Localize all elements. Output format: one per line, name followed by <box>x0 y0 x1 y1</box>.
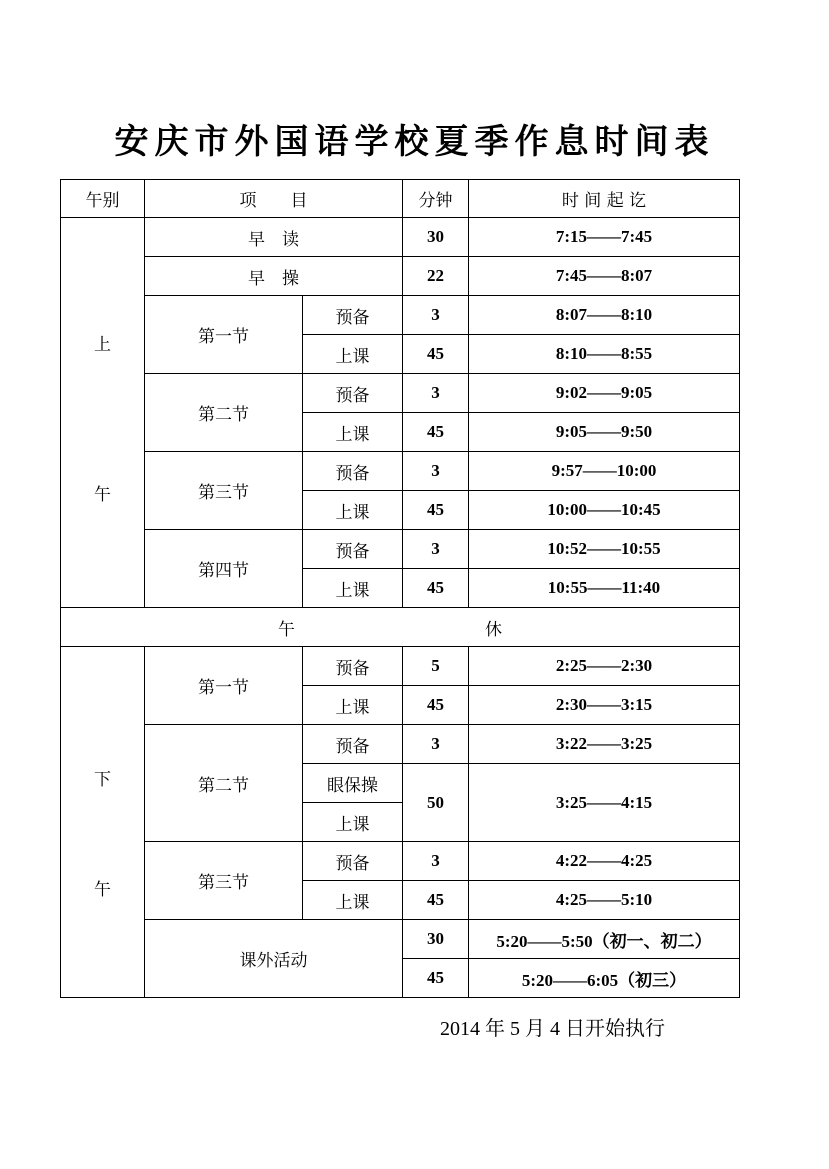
prep-minutes: 3 <box>403 725 469 764</box>
prep-minutes: 3 <box>403 296 469 335</box>
header-period: 午别 <box>61 180 145 218</box>
morning-reading-item: 早 读 <box>145 218 403 257</box>
prep-label: 预备 <box>303 452 403 491</box>
header-time: 时 间 起 讫 <box>469 180 740 218</box>
header-minutes: 分钟 <box>403 180 469 218</box>
lesson-name: 第四节 <box>145 530 303 608</box>
class-time: 2:30——3:15 <box>469 686 740 725</box>
prep-label: 预备 <box>303 842 403 881</box>
activity-minutes-2: 45 <box>403 959 469 998</box>
prep-time: 9:02——9:05 <box>469 374 740 413</box>
table-row <box>61 725 740 764</box>
class-label: 上课 <box>303 803 403 842</box>
combined-minutes: 50 <box>403 764 469 842</box>
prep-time: 9:57——10:00 <box>469 452 740 491</box>
lesson-name: 第三节 <box>145 842 303 920</box>
prep-minutes: 3 <box>403 452 469 491</box>
table-row <box>61 647 740 686</box>
table-row <box>61 842 740 881</box>
class-minutes: 45 <box>403 881 469 920</box>
table-row <box>61 920 740 959</box>
class-label: 上课 <box>303 881 403 920</box>
morning-label-top: 上 <box>94 335 111 355</box>
header-item: 项 目 <box>145 180 403 218</box>
prep-minutes: 3 <box>403 530 469 569</box>
prep-label: 预备 <box>303 530 403 569</box>
table-row <box>61 218 740 257</box>
noon-right: 休 <box>485 619 502 640</box>
prep-time: 10:52——10:55 <box>469 530 740 569</box>
class-time: 9:05——9:50 <box>469 413 740 452</box>
morning-reading-minutes: 30 <box>403 218 469 257</box>
noon-rest <box>61 608 740 647</box>
lesson-name: 第一节 <box>145 647 303 725</box>
prep-label: 预备 <box>303 374 403 413</box>
table-row <box>61 530 740 569</box>
activity-time-1: 5:20——5:50（初一、初二） <box>469 920 740 959</box>
class-time: 4:25——5:10 <box>469 881 740 920</box>
afternoon-label-bottom: 午 <box>94 879 111 900</box>
schedule-table <box>60 179 740 998</box>
noon-row <box>61 608 740 647</box>
table-row <box>61 296 740 335</box>
class-minutes: 45 <box>403 686 469 725</box>
header-row <box>61 180 740 218</box>
prep-minutes: 3 <box>403 374 469 413</box>
prep-minutes: 3 <box>403 842 469 881</box>
class-label: 上课 <box>303 569 403 608</box>
morning-reading-time: 7:15——7:45 <box>469 218 740 257</box>
class-minutes: 45 <box>403 413 469 452</box>
prep-minutes: 5 <box>403 647 469 686</box>
class-minutes: 45 <box>403 491 469 530</box>
eye-exercise-label: 眼保操 <box>303 764 403 803</box>
class-time: 10:55——11:40 <box>469 569 740 608</box>
morning-exercise-time: 7:45——8:07 <box>469 257 740 296</box>
activity-name: 课外活动 <box>145 920 403 998</box>
morning-exercise-item: 早 操 <box>145 257 403 296</box>
prep-label: 预备 <box>303 725 403 764</box>
morning-exercise-minutes: 22 <box>403 257 469 296</box>
morning-label-bottom: 午 <box>94 485 111 505</box>
class-label: 上课 <box>303 413 403 452</box>
class-time: 8:10——8:55 <box>469 335 740 374</box>
activity-minutes-1: 30 <box>403 920 469 959</box>
effective-date: 2014 年 5 月 4 日开始执行 <box>440 1018 665 1040</box>
prep-label: 预备 <box>303 647 403 686</box>
afternoon-label <box>61 647 145 998</box>
activity-time-2: 5:20——6:05（初三） <box>469 959 740 998</box>
class-time: 10:00——10:45 <box>469 491 740 530</box>
class-label: 上课 <box>303 491 403 530</box>
prep-time: 8:07——8:10 <box>469 296 740 335</box>
prep-time: 3:22——3:25 <box>469 725 740 764</box>
prep-time: 2:25——2:30 <box>469 647 740 686</box>
combined-time: 3:25——4:15 <box>469 764 740 842</box>
class-minutes: 45 <box>403 569 469 608</box>
page-title: 安庆市外国语学校夏季作息时间表 <box>114 122 715 162</box>
noon-left: 午 <box>278 619 295 640</box>
table-row <box>61 452 740 491</box>
lesson-name: 第二节 <box>145 374 303 452</box>
lesson-name: 第一节 <box>145 296 303 374</box>
class-minutes: 45 <box>403 335 469 374</box>
table-row <box>61 374 740 413</box>
class-label: 上课 <box>303 686 403 725</box>
afternoon-label-top: 下 <box>94 769 111 790</box>
morning-label <box>61 218 145 608</box>
table-row <box>61 257 740 296</box>
lesson-name: 第三节 <box>145 452 303 530</box>
class-label: 上课 <box>303 335 403 374</box>
lesson-name: 第二节 <box>145 725 303 842</box>
prep-time: 4:22——4:25 <box>469 842 740 881</box>
prep-label: 预备 <box>303 296 403 335</box>
